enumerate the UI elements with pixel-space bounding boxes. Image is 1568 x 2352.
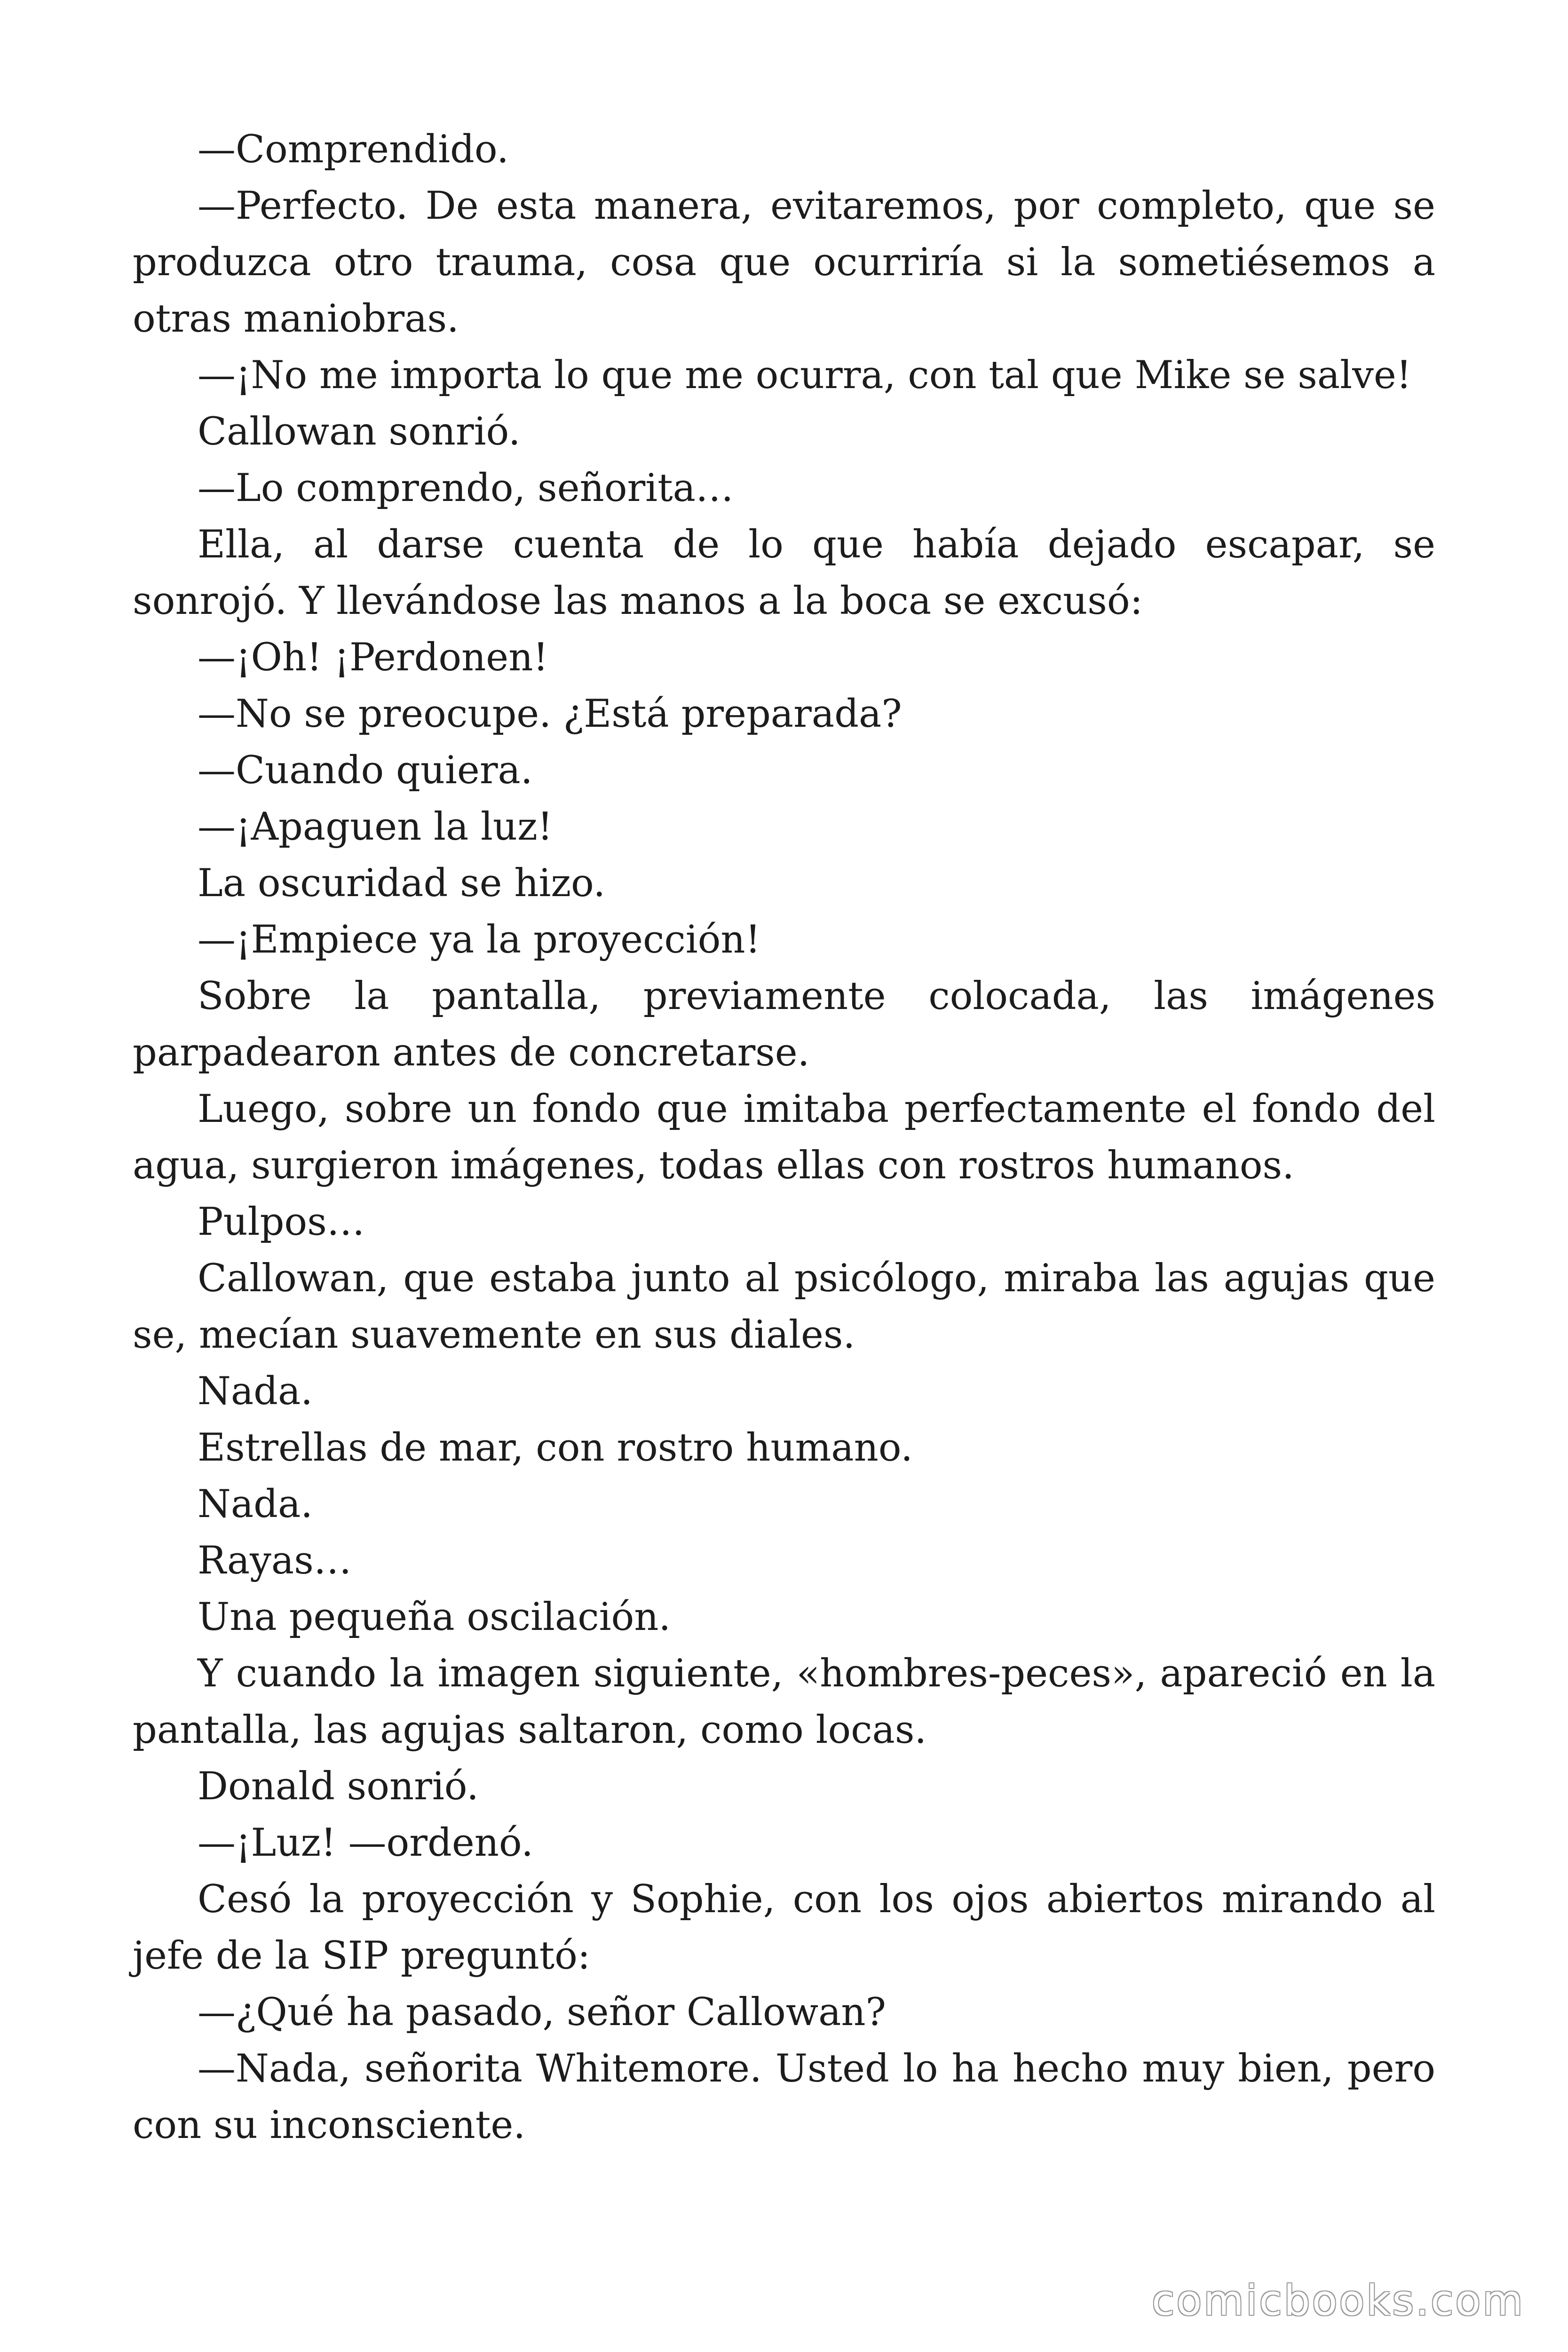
- paragraph: Y cuando la imagen siguiente, «hombres-peces», apareció en la pantalla, las agujas saltaron, como locas.: [133, 1652, 1435, 1752]
- paragraph: —Nada, señorita Whitemore. Usted lo ha hecho muy bien, pero con su inconsciente.: [133, 2047, 1435, 2147]
- paragraph: —¡Oh! ¡Perdonen!: [198, 636, 548, 680]
- watermark: comicbooks.com: [1151, 2276, 1525, 2325]
- paragraph: —Perfecto. De esta manera, evitaremos, por completo, que se produzca otro trauma, cosa que ocurriría si la sometiésemos a otras maniobras.: [133, 184, 1435, 341]
- page-body: [133, 121, 1435, 2153]
- paragraph: —No se preocupe. ¿Está preparada?: [198, 692, 902, 736]
- paragraph: —¡Apaguen la luz!: [198, 805, 553, 849]
- paragraph: —Lo comprendo, señorita…: [198, 466, 734, 510]
- paragraph: —¡Luz! —ordenó.: [198, 1821, 534, 1865]
- paragraph: —¡No me importa lo que me ocurra, con tal que Mike se salve!: [198, 353, 1412, 397]
- paragraph: Estrellas de mar, con rostro humano.: [198, 1426, 913, 1470]
- paragraph: Callowan, que estaba junto al psicólogo, miraba las agujas que se, mecían suavemente en sus diales.: [133, 1256, 1435, 1357]
- paragraph: La oscuridad se hizo.: [198, 861, 606, 906]
- paragraph: Cesó la proyección y Sophie, con los ojos abiertos mirando al jefe de la SIP preguntó:: [133, 1877, 1435, 1978]
- paragraph: Una pequeña oscilación.: [198, 1595, 671, 1639]
- paragraph: Luego, sobre un fondo que imitaba perfectamente el fondo del agua, surgieron imágenes, todas ellas con rostros humanos.: [133, 1087, 1435, 1188]
- paragraph: Pulpos…: [198, 1200, 365, 1244]
- paragraph: —Comprendido.: [198, 127, 509, 172]
- paragraph: —¡Empiece ya la proyección!: [198, 918, 761, 962]
- paragraph: —¿Qué ha pasado, señor Callowan?: [198, 1990, 886, 2034]
- paragraph: Donald sonrió.: [198, 1764, 479, 1809]
- paragraph: Sobre la pantalla, previamente colocada, las imágenes parpadearon antes de concretarse.: [133, 974, 1435, 1075]
- paragraph: Rayas…: [198, 1539, 352, 1583]
- paragraph: Nada.: [198, 1482, 313, 1526]
- paragraph: Callowan sonrió.: [198, 410, 521, 454]
- paragraph: Ella, al darse cuenta de lo que había dejado escapar, se sonrojó. Y llevándose las manos a la boca se excusó:: [133, 523, 1435, 623]
- paragraph: —Cuando quiera.: [198, 748, 533, 793]
- paragraph: Nada.: [198, 1369, 313, 1414]
